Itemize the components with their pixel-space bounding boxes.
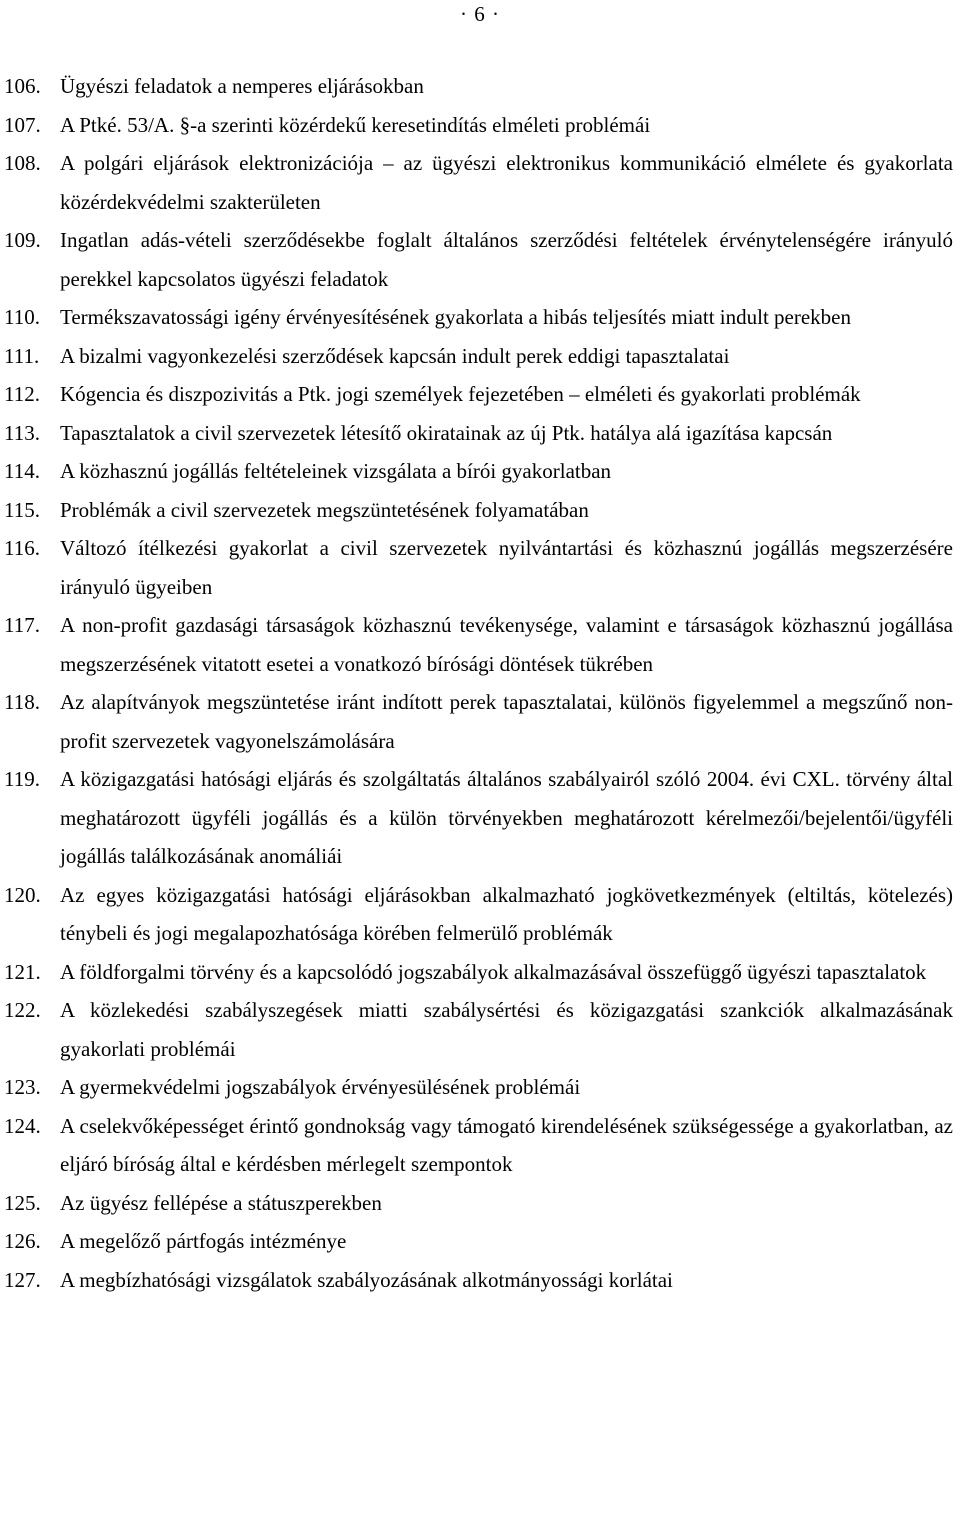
list-item xyxy=(0,529,960,606)
page-number: · 6 · xyxy=(460,2,500,26)
item-number: 118. xyxy=(4,690,40,714)
item-number: 114. xyxy=(4,459,40,483)
list-item xyxy=(0,452,960,491)
item-text: Kógencia és diszpozivitás a Ptk. jogi személyek fejezetében – elméleti és gyakorlati problémák xyxy=(60,382,861,406)
list-item xyxy=(0,991,960,1068)
list-item xyxy=(0,1107,960,1184)
item-number: 111. xyxy=(4,343,40,368)
list-item xyxy=(0,298,960,337)
item-text: Az alapítványok megszüntetése iránt indított perek tapasztalatai, különös figyelemmel a megszűnő non-profit szervezetek vagyonelszámolására xyxy=(60,690,953,753)
item-text: A megelőző pártfogás intézménye xyxy=(60,1229,347,1253)
list-item xyxy=(0,1184,960,1223)
item-number: 120. xyxy=(4,882,41,907)
item-text: A Ptké. 53/A. §-a szerinti közérdekű keresetindítás elméleti problémái xyxy=(60,112,651,137)
list-item xyxy=(0,760,960,876)
list-item xyxy=(0,683,960,760)
item-text: A gyermekvédelmi jogszabályok érvényesülésének problémái xyxy=(60,1075,581,1099)
item-number: 124. xyxy=(4,1113,41,1138)
item-text: Az ügyész fellépése a státuszperekben xyxy=(60,1190,382,1215)
list-item xyxy=(0,67,960,106)
item-number: 122. xyxy=(4,998,41,1022)
item-number: 108. xyxy=(4,151,41,175)
item-text: A közigazgatási hatósági eljárás és szolgáltatás általános szabályairól szóló 2004. évi CXL. törvény által meghatározott ügyféli jogállás és a külön törvényekben meghatározott kérelmezői/bejelentői/ügyféli jogállás találkozásának anomáliái xyxy=(60,767,953,868)
item-text: A cselekvőképességet érintő gondnokság vagy támogató kirendelésének szükségessége a gyakorlatban, az eljáró bíróság által e kérdésben mérlegelt szempontok xyxy=(60,1113,953,1176)
list-item xyxy=(0,144,960,221)
item-number: 115. xyxy=(4,497,40,522)
item-number: 126. xyxy=(4,1229,41,1253)
list-item xyxy=(0,1222,960,1261)
list-item xyxy=(0,491,960,530)
item-text: Változó ítélkezési gyakorlat a civil szervezetek nyilvántartási és közhasznú jogállás megszerzésére irányuló ügyeiben xyxy=(60,536,953,599)
item-text: Termékszavatossági igény érvényesítésének gyakorlata a hibás teljesítés miatt indult perekben xyxy=(60,305,852,329)
item-text: Ügyészi feladatok a nemperes eljárásokban xyxy=(60,74,424,98)
item-number: 123. xyxy=(4,1075,41,1099)
item-number: 109. xyxy=(4,228,41,252)
item-number: 119. xyxy=(4,767,40,791)
item-text: A polgári eljárások elektronizációja – az ügyészi elektronikus kommunikáció elmélete és gyakorlata közérdekvédelmi szakterületen xyxy=(60,151,953,214)
list-item xyxy=(0,106,960,145)
item-text: Problémák a civil szervezetek megszüntetésének folyamatában xyxy=(60,497,589,522)
list-item xyxy=(0,606,960,683)
item-number: 116. xyxy=(4,536,40,560)
list-item xyxy=(0,375,960,414)
item-number: 113. xyxy=(4,420,40,445)
item-text: Ingatlan adás-vételi szerződésekbe foglalt általános szerződési feltételek érvénytelenségére irányuló perekkel kapcsolatos ügyészi feladatok xyxy=(60,228,953,291)
topic-list xyxy=(0,67,960,1299)
item-text: A közlekedési szabályszegések miatti szabálysértési és közigazgatási szankciók alkalmazásának gyakorlati problémái xyxy=(60,998,953,1061)
item-text: A megbízhatósági vizsgálatok szabályozásának alkotmányossági korlátai xyxy=(60,1267,673,1292)
item-text: A non-profit gazdasági társaságok közhasznú tevékenysége, valamint e társaságok közhasznú jogállása megszerzésének vitatott esetei a vonatkozó bírósági döntések tükrében xyxy=(60,613,953,676)
item-number: 117. xyxy=(4,613,40,637)
list-item xyxy=(0,953,960,992)
item-number: 106. xyxy=(4,74,41,98)
list-item xyxy=(0,876,960,953)
item-number: 107. xyxy=(4,112,41,137)
item-number: 125. xyxy=(4,1190,41,1215)
item-number: 110. xyxy=(4,305,40,329)
item-number: 127. xyxy=(4,1267,41,1292)
list-item xyxy=(0,1261,960,1300)
item-text: A földforgalmi törvény és a kapcsolódó jogszabályok alkalmazásával összefüggő ügyészi tapasztalatok xyxy=(60,959,927,984)
item-number: 112. xyxy=(4,382,40,406)
item-text: Az egyes közigazgatási hatósági eljárásokban alkalmazható jogkövetkezmények (eltiltás, kötelezés) ténybeli és jogi megalapozhatósága körében felmerülő problémák xyxy=(60,882,953,945)
list-item xyxy=(0,1068,960,1107)
list-item xyxy=(0,414,960,453)
item-text: Tapasztalatok a civil szervezetek létesítő okiratainak az új Ptk. hatálya alá igazítása kapcsán xyxy=(60,420,833,445)
list-item xyxy=(0,337,960,376)
item-number: 121. xyxy=(4,959,41,984)
item-text: A közhasznú jogállás feltételeinek vizsgálata a bírói gyakorlatban xyxy=(60,459,612,483)
item-text: A bizalmi vagyonkezelési szerződések kapcsán indult perek eddigi tapasztalatai xyxy=(60,343,730,368)
list-item xyxy=(0,221,960,298)
